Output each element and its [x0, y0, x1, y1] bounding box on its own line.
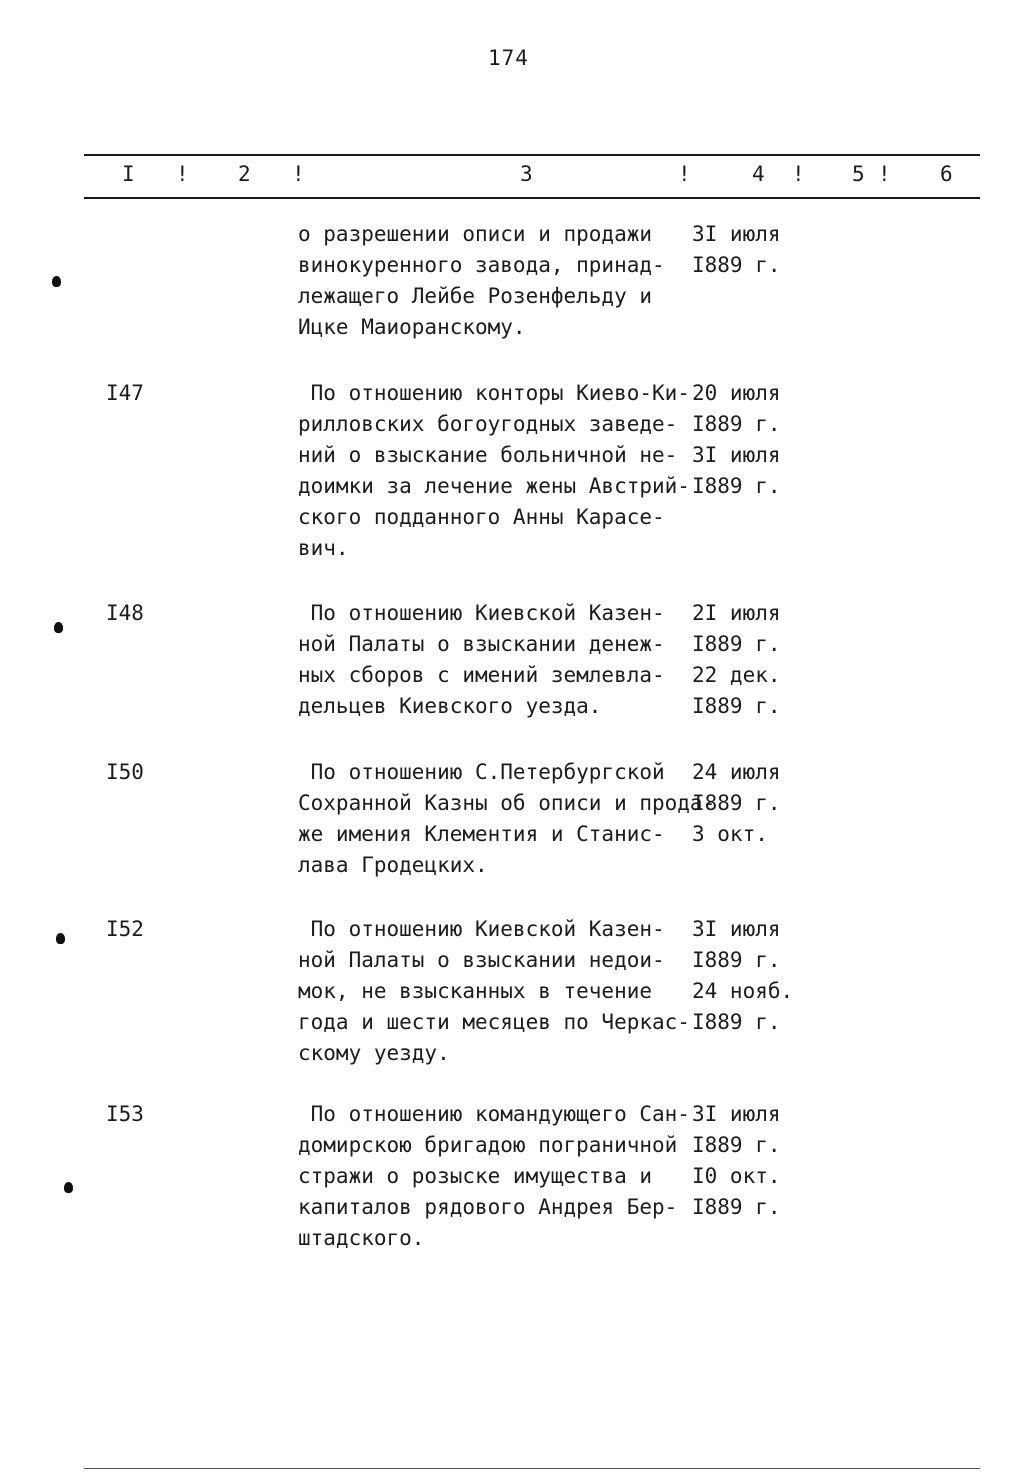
row-number: I47 [106, 381, 144, 405]
margin-mark [52, 276, 61, 287]
row-description: По отношению Киевской Казен- ной Палаты о взыскании денеж- ных сборов с имений землевла- дельцев Киевского уезда. [298, 601, 665, 718]
col-separator: ! [292, 162, 305, 186]
col-separator: ! [176, 162, 189, 186]
col-separator: ! [678, 162, 691, 186]
row-description: о разрешении описи и продажи винокуренного завода, принад- лежащего Лейбе Розенфельду и Ицке Маиоранскому. [298, 222, 665, 339]
row-number: I53 [106, 1102, 144, 1126]
col-header-4: 4 [752, 162, 765, 186]
margin-mark [56, 933, 65, 944]
row-description: По отношению конторы Киево-Ки- рилловских богоугодных заведе- ний о взыскание больничной не- доимки за лечение жены Австрий- ского подданного Анны Карасе- вич. [298, 381, 690, 560]
col-header-3: 3 [520, 162, 533, 186]
col-separator: ! [792, 162, 805, 186]
row-number: I52 [106, 917, 144, 941]
row-dates: 2I июля I889 г. 22 дек. I889 г. [692, 601, 781, 718]
margin-mark [54, 622, 63, 633]
margin-mark [64, 1182, 73, 1193]
col-header-6: 6 [940, 162, 953, 186]
row-dates: 3I июля I889 г. [692, 222, 781, 277]
row-dates: 20 июля I889 г. 3I июля I889 г. [692, 381, 781, 498]
page-number: 174 [488, 46, 529, 70]
row-number: I50 [106, 760, 144, 784]
table-top-rule [84, 154, 980, 156]
row-number: I48 [106, 601, 144, 625]
row-dates: 3I июля I889 г. I0 окт. I889 г. [692, 1102, 781, 1219]
row-description: По отношению командующего Сан- домирскою бригадою пограничной стражи о розыске имущества и капиталов рядового Андрея Бер- штадского. [298, 1102, 690, 1250]
page-bottom-rule [84, 1468, 980, 1469]
col-header-1: I [122, 162, 135, 186]
table-header-rule [84, 197, 980, 199]
col-header-5: 5 [852, 162, 865, 186]
col-separator: ! [878, 162, 891, 186]
row-dates: 24 июля I889 г. 3 окт. [692, 760, 781, 846]
col-header-2: 2 [238, 162, 251, 186]
row-dates: 3I июля I889 г. 24 нояб. I889 г. [692, 917, 794, 1034]
row-description: По отношению С.Петербургской Сохранной Казны об описи и прода- же имения Клементия и Станис- лава Гродецких. [298, 760, 716, 877]
row-description: По отношению Киевской Казен- ной Палаты о взыскании недои- мок, не взысканных в течение года и шести месяцев по Черкас- скому уезду. [298, 917, 690, 1065]
